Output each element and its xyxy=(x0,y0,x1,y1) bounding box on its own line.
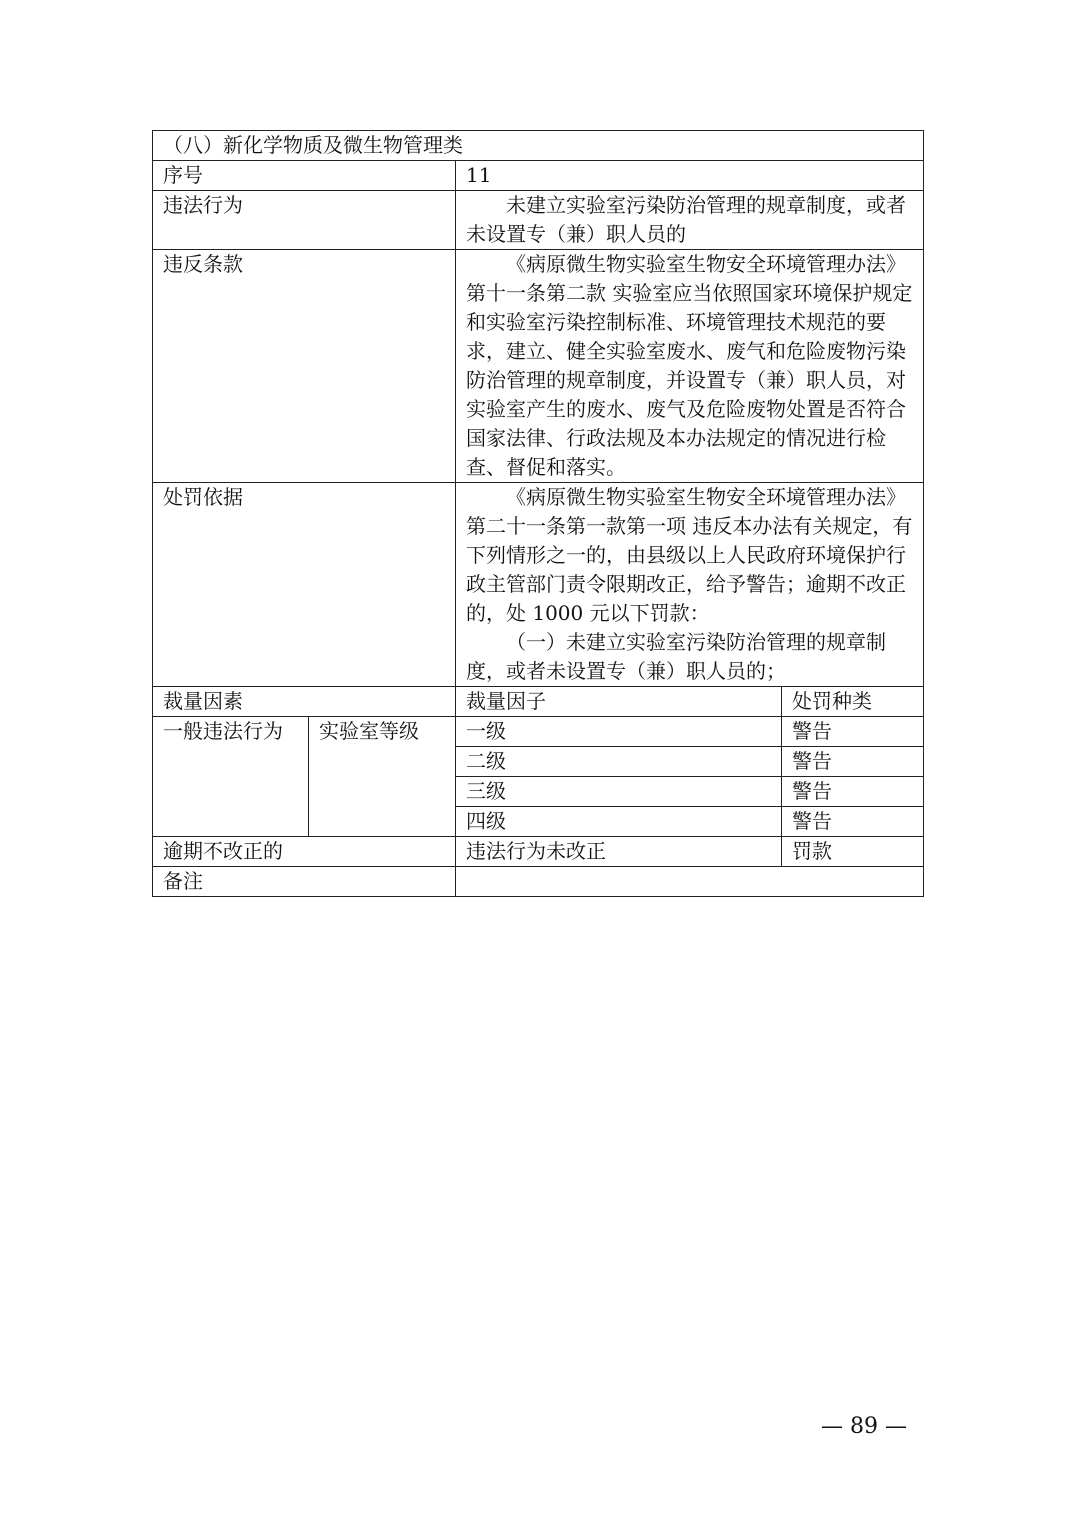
serial-row xyxy=(153,161,924,191)
overdue-factor: 违法行为未改正 xyxy=(456,837,782,867)
level-penalty: 警告 xyxy=(782,807,924,837)
violation-text: 未建立实验室污染防治管理的规章制度，或者未设置专（兼）职人员的 xyxy=(466,193,906,246)
section-title: （八）新化学物质及微生物管理类 xyxy=(153,131,924,161)
penalty-basis-label: 处罚依据 xyxy=(153,483,456,687)
violation-label: 违法行为 xyxy=(153,191,456,250)
clause-row xyxy=(153,250,924,483)
penalty-basis-row xyxy=(153,483,924,687)
level-factor: 三级 xyxy=(456,777,782,807)
serial-value: 11 xyxy=(456,161,924,191)
clause-text: 《病原微生物实验室生物安全环境管理办法》第十一条第二款 实验室应当依照国家环境保护规定和实验室污染控制标准、环境管理技术规范的要求，建立、健全实验室废水、废气和危险废物污染防治管理的规章制度，并设置专（兼）职人员，对实验室产生的废水、废气及危险废物处置是否符合国家法律、行政法规及本办法规定的情况进行检查、督促和落实。 xyxy=(466,252,913,479)
remarks-value xyxy=(456,867,924,897)
violation-cell xyxy=(456,191,924,250)
clause-cell xyxy=(456,250,924,483)
remarks-row xyxy=(153,867,924,897)
level-factor: 二级 xyxy=(456,747,782,777)
level-penalty: 警告 xyxy=(782,777,924,807)
penalty-discretion-table xyxy=(152,130,924,897)
level-factor: 四级 xyxy=(456,807,782,837)
discretion-factor-header: 裁量因子 xyxy=(456,687,782,717)
level-penalty: 警告 xyxy=(782,747,924,777)
penalty-basis-text-1: 《病原微生物实验室生物安全环境管理办法》第二十一条第一款第一项 违反本办法有关规定，有下列情形之一的，由县级以上人民政府环境保护行政主管部门责令限期改正，给予警告；逾期不改正的，处 1000 元以下罚款： xyxy=(466,485,913,625)
clause-label: 违反条款 xyxy=(153,250,456,483)
section-title-row xyxy=(153,131,924,161)
remarks-label: 备注 xyxy=(153,867,456,897)
discretion-factors-label: 裁量因素 xyxy=(153,687,456,717)
penalty-basis-cell xyxy=(456,483,924,687)
general-violation-label: 一般违法行为 xyxy=(153,717,309,837)
level-factor: 一级 xyxy=(456,717,782,747)
penalty-basis-text-2: （一）未建立实验室污染防治管理的规章制度，或者未设置专（兼）职人员的； xyxy=(466,630,886,683)
level-penalty: 警告 xyxy=(782,717,924,747)
overdue-row xyxy=(153,837,924,867)
overdue-label: 逾期不改正的 xyxy=(153,837,456,867)
page-number: — 89 — xyxy=(821,1414,907,1439)
lab-level-label: 实验室等级 xyxy=(309,717,456,837)
serial-label: 序号 xyxy=(153,161,456,191)
discretion-header-row xyxy=(153,687,924,717)
level-row xyxy=(153,717,924,747)
overdue-penalty: 罚款 xyxy=(782,837,924,867)
penalty-type-header: 处罚种类 xyxy=(782,687,924,717)
violation-row xyxy=(153,191,924,250)
